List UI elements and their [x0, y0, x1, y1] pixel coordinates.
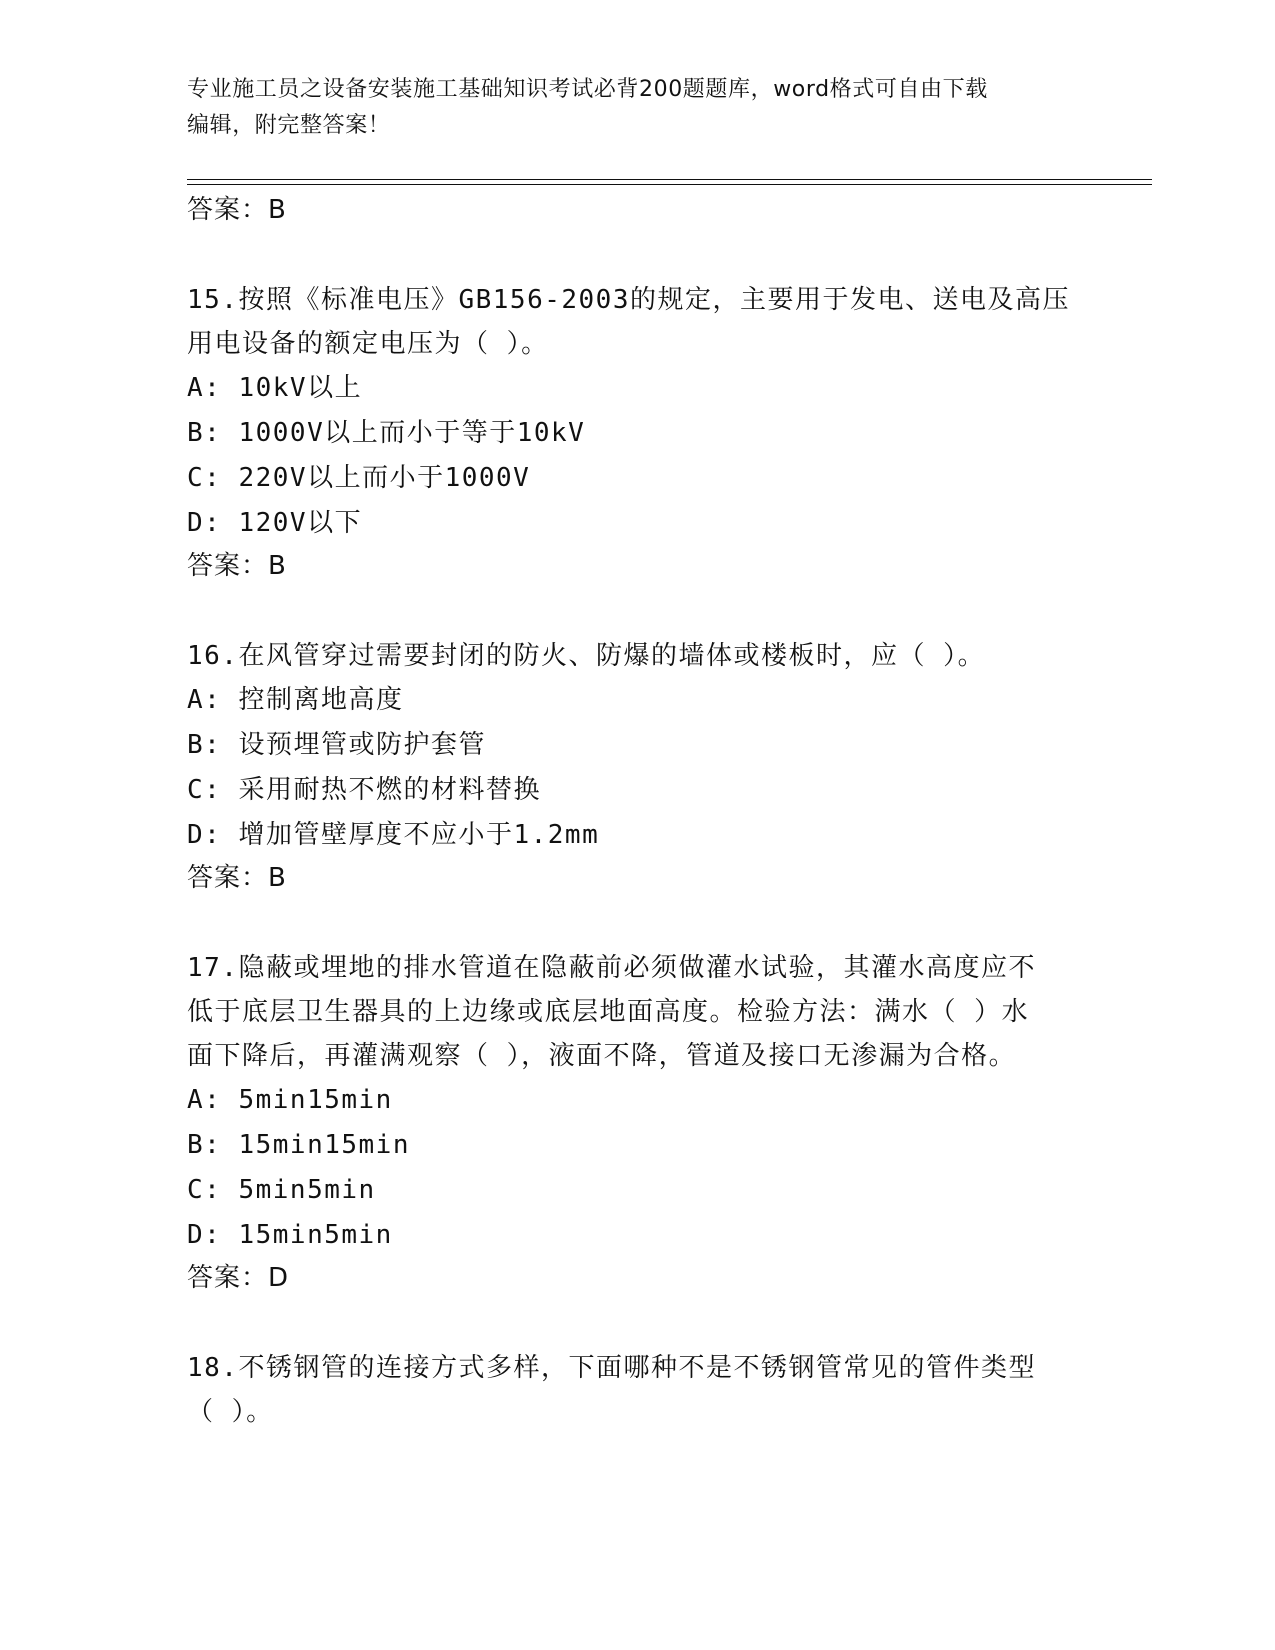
- option-d: D: 15min5min: [187, 1220, 393, 1250]
- question-text-line: 用电设备的额定电压为（ ）。: [187, 329, 549, 359]
- option-c: C: 采用耐热不燃的材料替换: [187, 775, 541, 805]
- question-text-line: 面下降后，再灌满观察（ ），液面不降，管道及接口无渗漏为合格。: [187, 1041, 1017, 1071]
- question-text-line: 15.按照《标准电压》GB156-2003的规定，主要用于发电、送电及高压: [187, 285, 1070, 315]
- answer-line: 答案：B: [187, 551, 287, 581]
- header-divider-top: [187, 179, 1152, 180]
- answer-line: 答案：B: [187, 195, 287, 225]
- header-divider-bottom: [187, 184, 1152, 185]
- option-b: B: 15min15min: [187, 1130, 410, 1160]
- option-c: C: 220V以上而小于1000V: [187, 463, 531, 493]
- document-header: [187, 72, 1087, 144]
- question-text-line: 16.在风管穿过需要封闭的防火、防爆的墙体或楼板时，应（ ）。: [187, 641, 986, 671]
- question-16: [187, 634, 1087, 898]
- question-list: [187, 190, 1087, 1434]
- question-17: [187, 946, 1087, 1298]
- option-d: D: 120V以下: [187, 508, 363, 538]
- question-text-line: 17.隐蔽或埋地的排水管道在隐蔽前必须做灌水试验，其灌水高度应不: [187, 953, 1036, 983]
- option-a: A: 控制离地高度: [187, 685, 404, 715]
- option-b: B: 1000V以上而小于等于10kV: [187, 418, 586, 448]
- header-line-1: 专业施工员之设备安装施工基础知识考试必背200题题库，word格式可自由下载: [187, 77, 988, 102]
- question-15: [187, 278, 1087, 586]
- question-text-line: 18.不锈钢管的连接方式多样，下面哪种不是不锈钢管常见的管件类型: [187, 1353, 1036, 1383]
- question-text-line: 低于底层卫生器具的上边缘或底层地面高度。检验方法：满水（ ）水: [187, 997, 1030, 1027]
- header-line-2: 编辑，附完整答案！: [187, 113, 391, 138]
- option-d: D: 增加管壁厚度不应小于1.2mm: [187, 820, 600, 850]
- option-a: A: 5min15min: [187, 1085, 393, 1115]
- option-a: A: 10kV以上: [187, 373, 363, 403]
- answer-line: 答案：D: [187, 1263, 290, 1293]
- option-c: C: 5min5min: [187, 1175, 376, 1205]
- question-18: [187, 1346, 1087, 1434]
- question-text-line: （ ）。: [187, 1397, 274, 1427]
- answer-line: 答案：B: [187, 863, 287, 893]
- option-b: B: 设预埋管或防护套管: [187, 730, 486, 760]
